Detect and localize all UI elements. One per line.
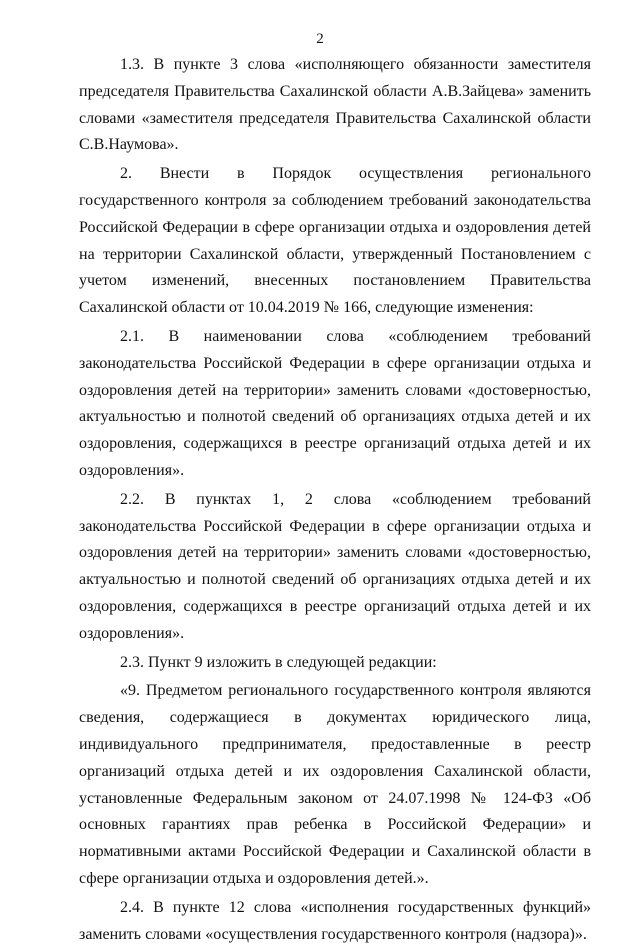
paragraph-9-quote: «9. Предметом регионального государственного контроля являются сведения, содержащиеся в документах юридического лица, индивидуального предпринимателя, предоставленные в реестр организаций отдыха детей и их оздоровления Сахалинской области, установленные Федеральным законом от 24.07.1998 № 124-ФЗ «Об основных гарантиях прав ребенка в Российской Федерации» и нормативными актами Российской Федерации и Сахалинской области в сфере организации отдыха и оздоровления детей.». xyxy=(79,682,591,887)
paragraph-2-2: 2.2. В пунктах 1, 2 слова «соблюдением требований законодательства Российской Федерации в сфере организации отдыха и оздоровления детей на территории» заменить словами «достоверностью, актуальностью и полнотой сведений об организациях отдыха детей и их оздоровления, содержащихся в реестре организаций отдыха детей и их оздоровления». xyxy=(79,490,591,642)
document-body xyxy=(79,52,591,950)
page-number: 2 xyxy=(316,31,324,47)
paragraph-2-4: 2.4. В пункте 12 слова «исполнения государственных функций» заменить словами «осуществления государственного контроля (надзора)». xyxy=(79,898,591,943)
paragraph-2-1: 2.1. В наименовании слова «соблюдением требований законодательства Российской Федерации в сфере организации отдыха и оздоровления детей на территории» заменить словами «достоверностью, актуальностью и полнотой сведений об организациях отдыха детей и их оздоровления, содержащихся в реестре организаций отдыха детей и их оздоровления». xyxy=(79,327,591,479)
paragraph-2-3: 2.3. Пункт 9 изложить в следующей редакции: xyxy=(120,653,437,671)
paragraph-1-3: 1.3. В пункте 3 слова «исполняющего обязанности заместителя председателя Правительства Сахалинской области А.В.Зайцева» заменить словами «заместителя председателя Правительства Сахалинской области С.В.Наумова». xyxy=(79,56,591,154)
paragraph-2: 2. Внести в Порядок осуществления регионального государственного контроля за соблюдением требований законодательства Российской Федерации в сфере организации отдыха и оздоровления детей на территории Сахалинской области, утвержденный Постановлением с учетом изменений, внесенных постановлением Правительства Сахалинской области от 10.04.2019 № 166, следующие изменения: xyxy=(79,165,591,317)
